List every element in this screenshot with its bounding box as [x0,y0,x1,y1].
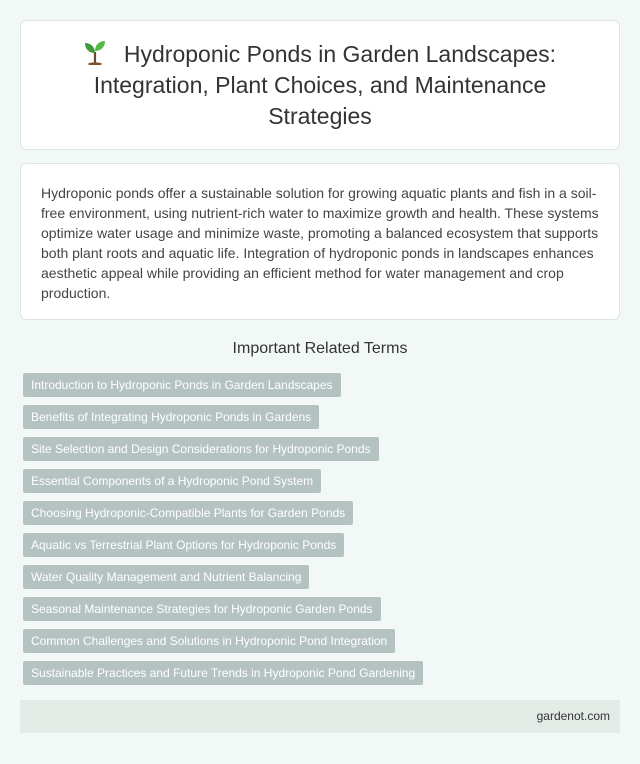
related-terms-heading: Important Related Terms [232,340,408,357]
page-title-text: Hydroponic Ponds in Garden Landscapes: Integration, Plant Choices, and Maintenance Strategies [93,40,557,129]
page-title [21,39,619,132]
related-term-link[interactable]: Common Challenges and Solutions in Hydroponic Pond Integration [23,629,395,653]
related-term-link[interactable]: Choosing Hydroponic-Compatible Plants for Garden Ponds [23,501,353,525]
related-term-link[interactable]: Aquatic vs Terrestrial Plant Options for Hydroponic Ponds [23,533,344,557]
sprout-icon [84,39,106,65]
related-term-link[interactable]: Sustainable Practices and Future Trends in Hydroponic Pond Gardening [23,661,423,685]
title-card [20,20,620,150]
intro-card [20,163,620,320]
related-term-link[interactable]: Benefits of Integrating Hydroponic Ponds in Gardens [23,405,319,429]
footer [20,700,620,733]
related-term-link[interactable]: Water Quality Management and Nutrient Balancing [23,565,309,589]
intro-paragraph: Hydroponic ponds offer a sustainable solution for growing aquatic plants and fish in a soil-free environment, using nutrient-rich water to maximize growth and health. These systems optimize water usage and minimize waste, promoting a balanced ecosystem that supports both plant roots and aquatic life. Integration of hydroponic ponds in landscapes enhances aesthetic appeal while providing an efficient method for water management and crop production. [41,185,599,301]
related-terms-list [23,373,423,693]
footer-site-name: gardenot.com [536,709,610,723]
related-term-link[interactable]: Essential Components of a Hydroponic Pond System [23,469,321,493]
related-term-link[interactable]: Introduction to Hydroponic Ponds in Garden Landscapes [23,373,341,397]
related-term-link[interactable]: Seasonal Maintenance Strategies for Hydroponic Garden Ponds [23,597,381,621]
related-term-link[interactable]: Site Selection and Design Considerations for Hydroponic Ponds [23,437,379,461]
